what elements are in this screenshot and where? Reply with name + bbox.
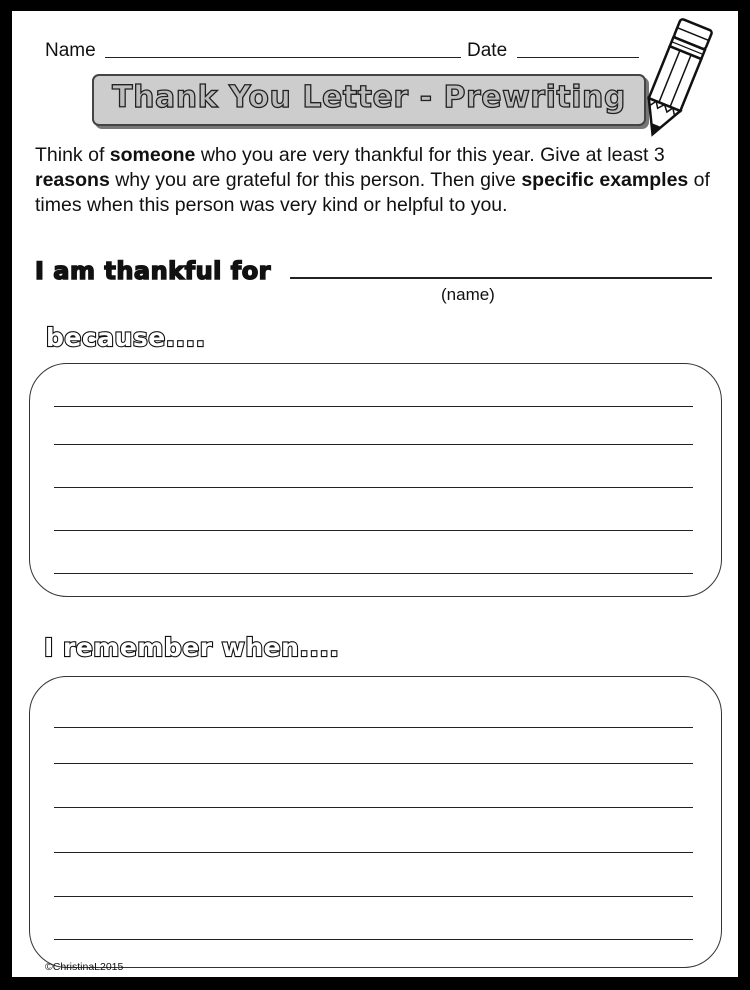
instructions-paragraph <box>35 143 725 218</box>
thankful-for-label: I am thankful for <box>35 257 272 285</box>
worksheet-page <box>12 11 738 977</box>
pencil-icon <box>630 17 720 151</box>
name-caption: (name) <box>441 285 495 304</box>
date-label: Date <box>467 40 508 61</box>
writing-line[interactable] <box>54 530 693 531</box>
copyright-text: ©ChristinaL2015 <box>45 961 124 973</box>
writing-line[interactable] <box>54 807 693 808</box>
writing-line[interactable] <box>54 406 693 407</box>
name-field[interactable] <box>105 57 461 58</box>
writing-line[interactable] <box>54 896 693 897</box>
writing-line[interactable] <box>54 939 693 940</box>
writing-line[interactable] <box>54 573 693 574</box>
remember-writing-box[interactable] <box>29 676 722 968</box>
instructions-text: why you are grateful for this person. Then give <box>109 169 522 191</box>
instructions-emphasis: someone <box>109 144 196 166</box>
date-field[interactable] <box>517 57 639 58</box>
because-heading: because.... <box>46 323 206 352</box>
because-writing-box[interactable] <box>29 363 722 597</box>
instructions-text: of times when this person was very kind or helpful to you. <box>35 169 710 216</box>
writing-line[interactable] <box>54 763 693 764</box>
writing-line[interactable] <box>54 444 693 445</box>
page-title: Thank You Letter - Prewriting <box>112 80 626 115</box>
title-banner <box>92 74 646 126</box>
writing-line[interactable] <box>54 852 693 853</box>
writing-line[interactable] <box>54 727 693 728</box>
name-label: Name <box>45 40 96 61</box>
remember-heading: I remember when.... <box>44 633 340 662</box>
thankful-name-field[interactable] <box>290 277 712 279</box>
instructions-text: who you are very thankful for this year. Give at least 3 <box>195 144 665 166</box>
instructions-text: Think of <box>35 144 110 166</box>
instructions-emphasis: specific examples <box>521 169 689 191</box>
instructions-emphasis: reasons <box>35 169 110 191</box>
writing-line[interactable] <box>54 487 693 488</box>
